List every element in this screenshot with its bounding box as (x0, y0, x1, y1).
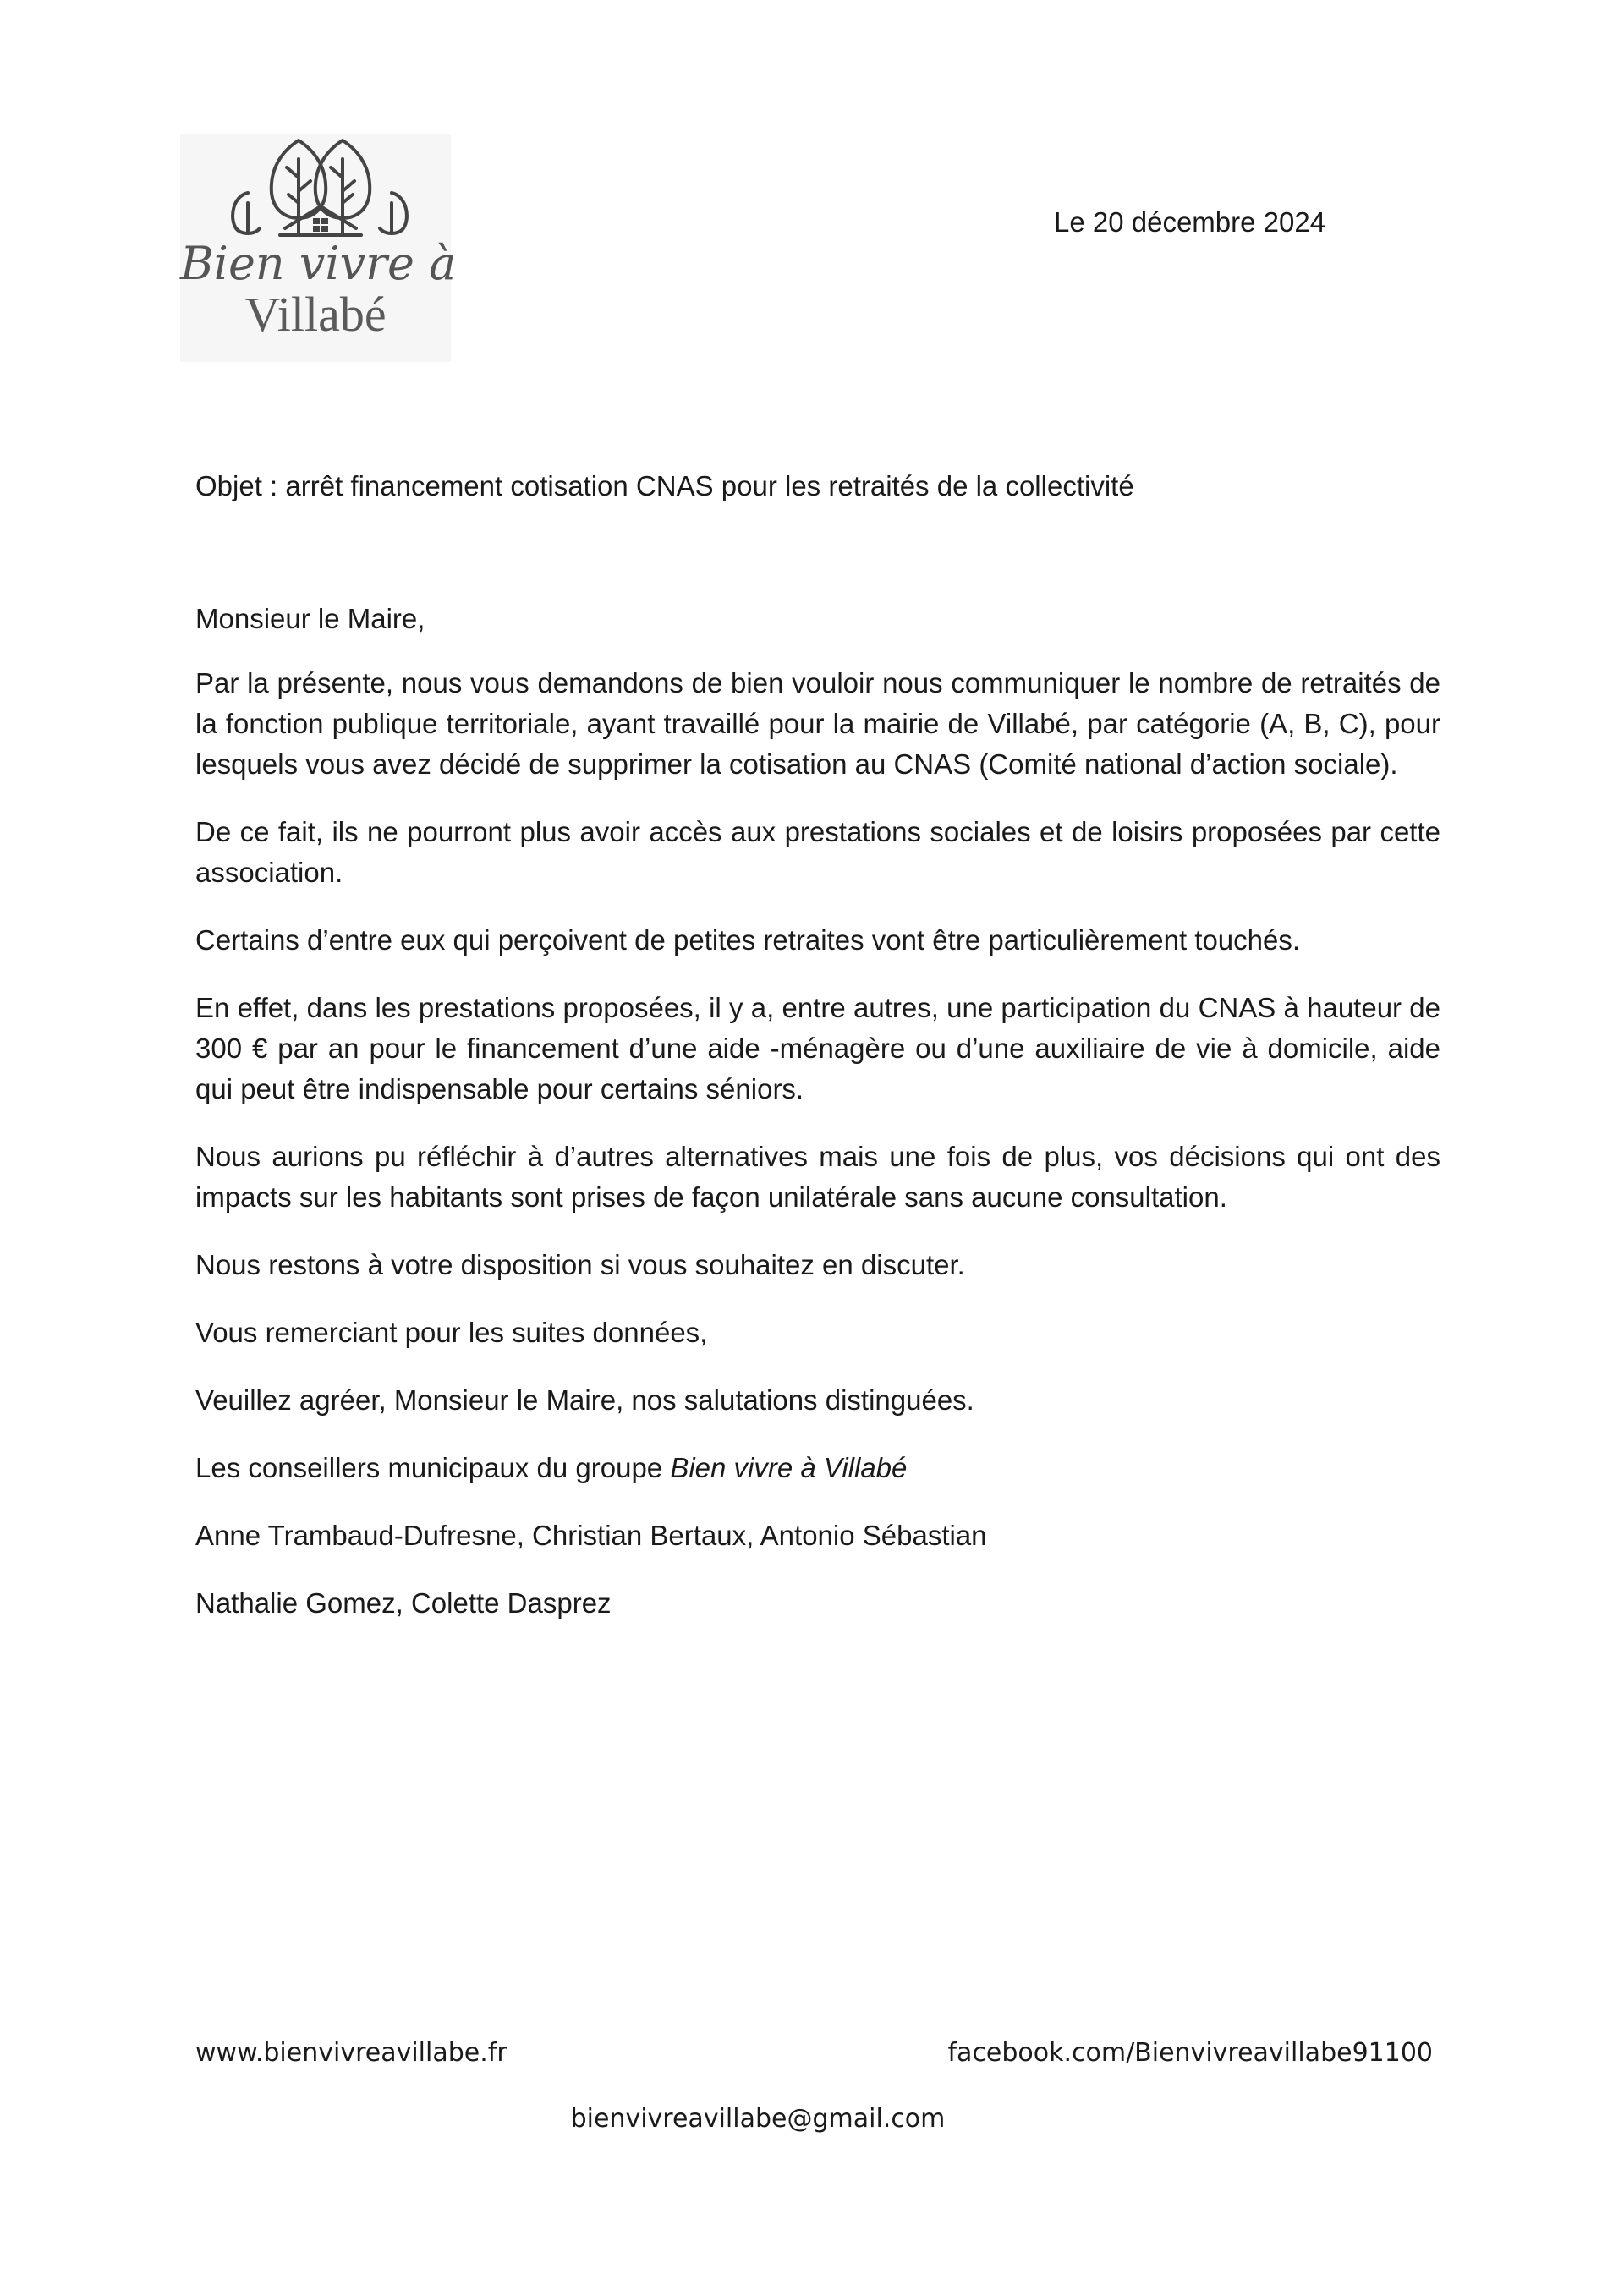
footer-facebook: facebook.com/Bienvivreavillabe91100 (947, 2038, 1433, 2068)
logo (180, 134, 457, 362)
footer-email: bienvivreavillabe@gmail.com (570, 2104, 946, 2134)
signature-line (195, 1448, 1440, 1488)
paragraph: Nous restons à votre disposition si vous souhaitez en discuter. (195, 1249, 965, 1280)
signers-line: Nathalie Gomez, Colette Dasprez (195, 1587, 612, 1619)
footer-website: www.bienvivreavillabe.fr (195, 2038, 508, 2068)
salutation: Monsieur le Maire, (195, 603, 425, 634)
letter-subject: Objet : arrêt financement cotisation CNAS pour les retraités de la collectivité (195, 470, 1134, 501)
logo-tagline: Bien vivre à (180, 237, 457, 290)
trees-house-icon (180, 134, 451, 244)
paragraph: Vous remerciant pour les suites données, (195, 1317, 708, 1348)
signature-prefix: Les conseillers municipaux du groupe (195, 1452, 671, 1483)
paragraph: Certains d’entre eux qui perçoivent de petites retraites vont être particulièrement touchés. (195, 924, 1301, 956)
paragraph: Veuillez agréer, Monsieur le Maire, nos salutations distinguées. (195, 1384, 974, 1416)
letter-date: Le 20 décembre 2024 (1054, 206, 1326, 238)
paragraph: Nous aurions pu réfléchir à d’autres alternatives mais une fois de plus, vos décisions qui ont des impacts sur les habitants sont prises de façon unilatérale sans aucune consultation. (195, 1141, 1440, 1213)
signers-line: Anne Trambaud-Dufresne, Christian Bertaux, Antonio Sébastian (195, 1520, 987, 1551)
paragraph: De ce fait, ils ne pourront plus avoir accès aux prestations sociales et de loisirs proposées par cette association. (195, 816, 1440, 888)
paragraph: En effet, dans les prestations proposées, il y a, entre autres, une participation du CNAS à hauteur de 300 € par an pour le financement d’une aide -ménagère ou d’une auxiliaire de vie à domicile, aide qui peut être indispensable pour certains séniors. (195, 992, 1440, 1104)
paragraph: Par la présente, nous vous demandons de bien vouloir nous communiquer le nombre de retraités de la fonction publique territoriale, ayant travaillé pour la mairie de Villabé, par catégorie (A, B, C), pour lesquels vous avez décidé de supprimer la cotisation au CNAS (Comité national d’action sociale). (195, 667, 1440, 780)
logo-name: Villabé (244, 287, 387, 342)
letter-body (195, 599, 1440, 1651)
signature-group: Bien vivre à Villabé (670, 1452, 908, 1483)
